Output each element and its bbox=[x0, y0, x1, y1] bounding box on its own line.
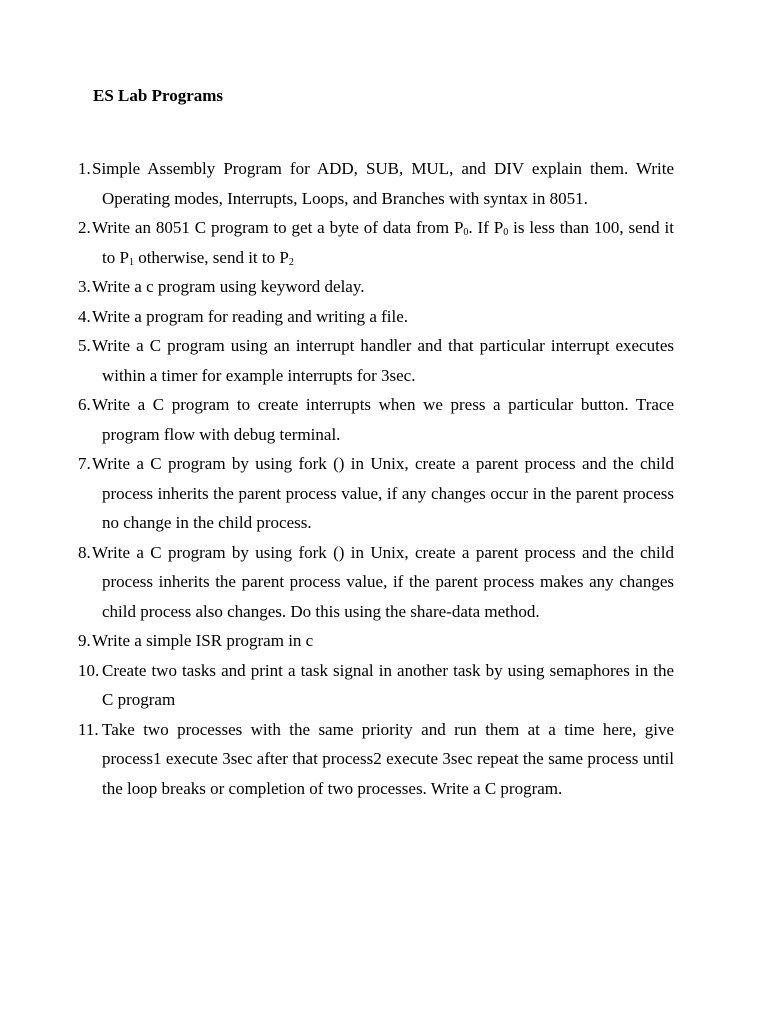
item-text bbox=[92, 218, 674, 267]
item-text-part: is less than 100, send it to P bbox=[102, 218, 674, 267]
item-number: 3. bbox=[78, 277, 91, 296]
item-number: 8. bbox=[78, 542, 91, 562]
item-text: Write a program for reading and writing a file. bbox=[92, 306, 409, 326]
list-item bbox=[78, 272, 674, 302]
item-number: 7. bbox=[78, 454, 91, 473]
document-title: ES Lab Programs bbox=[93, 86, 224, 105]
list-item bbox=[78, 213, 674, 272]
item-number: 11. bbox=[78, 719, 99, 739]
item-text: Write a C program by using fork () in Unix, create a parent process and the child process inherits the parent process value, if the parent process makes any changes child process also changes. Do this using the share-data method. bbox=[92, 542, 674, 621]
item-number: 6. bbox=[78, 395, 91, 414]
item-text-part: . If P bbox=[468, 218, 504, 237]
item-text-part: Write an 8051 C program to get a byte of data from P bbox=[92, 218, 464, 237]
item-text: Write a simple ISR program in c bbox=[92, 631, 314, 650]
list-item bbox=[78, 390, 674, 449]
item-number: 4. bbox=[78, 306, 91, 326]
item-text: Write a C program to create interrupts when we press a particular button. Trace program flow with debug terminal. bbox=[92, 395, 674, 444]
list-item bbox=[78, 538, 674, 627]
list-item bbox=[78, 331, 674, 390]
item-text: Simple Assembly Program for ADD, SUB, MUL, and DIV explain them. Write Operating modes, Interrupts, Loops, and Branches with syntax in 8051. bbox=[92, 159, 674, 208]
list-item bbox=[78, 449, 674, 538]
subscript: 1 bbox=[128, 256, 134, 268]
subscript: 0 bbox=[463, 227, 469, 238]
subscript: 0 bbox=[503, 227, 509, 238]
item-number: 9. bbox=[78, 631, 91, 650]
list-item bbox=[78, 656, 674, 715]
subscript: 2 bbox=[288, 256, 294, 268]
item-text: Write a C program by using fork () in Unix, create a parent process and the child process inherits the parent process value, if any changes occur in the parent process no change in the child process. bbox=[92, 454, 674, 532]
item-text: Take two processes with the same priority and run them at a time here, give process1 execute 3sec after that process2 execute 3sec repeat the same process until the loop breaks or completion of two processes. Write a C program. bbox=[102, 719, 674, 798]
program-list bbox=[78, 154, 674, 803]
item-text: Create two tasks and print a task signal in another task by using semaphores in the C program bbox=[102, 660, 674, 709]
item-number: 10. bbox=[78, 660, 100, 680]
item-text: Write a c program using keyword delay. bbox=[92, 277, 365, 296]
list-item bbox=[78, 154, 674, 213]
item-number: 1. bbox=[78, 159, 91, 178]
list-item bbox=[78, 302, 674, 332]
item-number: 5. bbox=[78, 336, 91, 355]
item-number: 2. bbox=[78, 218, 91, 237]
list-item bbox=[78, 715, 674, 804]
item-text-part: otherwise, send it to P bbox=[133, 247, 289, 267]
list-item bbox=[78, 626, 674, 656]
item-text: Write a C program using an interrupt handler and that particular interrupt executes within a timer for example interrupts for 3sec. bbox=[92, 336, 674, 385]
